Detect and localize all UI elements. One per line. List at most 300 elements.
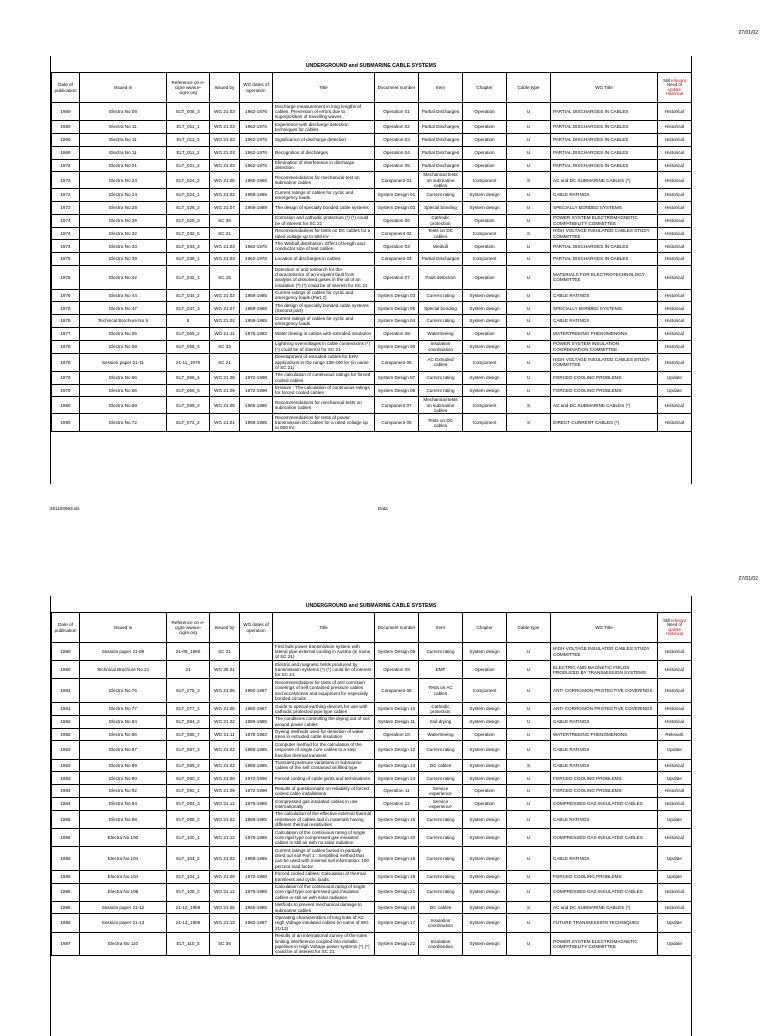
cell-issued-in: Session paper 21-09 (80, 643, 167, 661)
cell-item: Watertreeing (419, 728, 463, 741)
data-table (51, 72, 692, 432)
cell-reference: ELT_086_7 (167, 728, 210, 741)
cell-chapter: Operation (463, 327, 507, 340)
table-row (52, 315, 692, 328)
cell-wg-title: PARTIAL DISCHARGES IN CABLES (551, 133, 658, 146)
cell-status: Historical (658, 340, 692, 353)
cell-item: Watertreeing (419, 327, 463, 340)
cell-status: Historical (658, 146, 692, 159)
cell-issued-in: Electra No 110 (80, 932, 167, 956)
cell-chapter: Operation (463, 146, 507, 159)
cell-doc-number: Operation 02 (375, 121, 419, 134)
cell-doc-number: Operation 07 (375, 266, 419, 290)
cell-item: DC cables (419, 901, 463, 914)
table-row (52, 302, 692, 315)
cell-wg-dates: 1959-1985 (240, 189, 273, 202)
table-row (52, 327, 692, 340)
cell-issued-by: WG 21.02 (210, 189, 240, 202)
cell-issued-by: WG 21.05 (210, 172, 240, 189)
cell-doc-number: System Design 19 (375, 870, 419, 883)
cell-wg-dates (240, 340, 273, 353)
cell-doc-number: System Design 17 (375, 914, 419, 932)
cell-chapter: System design (463, 847, 507, 871)
table-row (52, 384, 692, 397)
cell-issued-in: Session paper 21-12 (80, 901, 167, 914)
cell-issued-by: WG 21.02 (210, 810, 240, 828)
cell-wg-title: PARTIAL DISCHARGES IN CABLES (551, 240, 658, 253)
cell-reference: 21-12_1986 (167, 901, 210, 914)
cell-title: Recommendations for tests of power transmission DC cables for a rated voltage up to 600 kV. (273, 414, 375, 432)
table-row (52, 870, 692, 883)
cell-doc-number: System Design 16 (375, 901, 419, 914)
cell-chapter: Operation (463, 266, 507, 290)
table-row (52, 883, 692, 901)
cell-date: 1981 (52, 702, 80, 715)
cell-date: 1969 (52, 121, 80, 134)
cell-title: Calculation of the continuous rating of single core rigid type compressed gas insulated cables in still air with no solar radiation (273, 828, 375, 846)
cell-reference: ELT_104_1 (167, 870, 210, 883)
cell-chapter: System design (463, 315, 507, 328)
footer-sheet: Data (378, 506, 388, 511)
cell-item: Partial Discharges (419, 133, 463, 146)
cell-doc-number: System Design 11 (375, 715, 419, 728)
cell-title: The conditions controlling the drying out of soil around power cables (273, 715, 375, 728)
cell-issued-in: Electra No 104 (80, 847, 167, 871)
table-row (52, 172, 692, 189)
cell-issued-by: SC 36 (210, 214, 240, 227)
cell-wg-title: CABLE RATINGS (551, 189, 658, 202)
cell-issued-in: Electra No 24 (80, 172, 167, 189)
cell-chapter: Component (463, 414, 507, 432)
cell-doc-number: System Design 07 (375, 371, 419, 384)
cell-issued-by: WG 21.03 (210, 146, 240, 159)
cell-wg-title: WATERTREEING PHENOMENONS (551, 327, 658, 340)
cell-date: 1973 (52, 202, 80, 215)
cell-chapter: System design (463, 870, 507, 883)
cell-wg-dates (240, 266, 273, 290)
cell-issued-in: Electra No 87 (80, 741, 167, 759)
table-row (52, 253, 692, 266)
cell-doc-number: Operation 05 (375, 159, 419, 172)
cell-chapter: System design (463, 702, 507, 715)
cell-issued-in: Electra No 104 (80, 870, 167, 883)
cell-cable-type: U (507, 266, 551, 290)
cell-issued-in: Electra No 28 (80, 202, 167, 215)
cell-doc-number: System Design 14 (375, 772, 419, 785)
cell-wg-dates: 1972-1990 (240, 371, 273, 384)
cell-wg-dates: 1959-1985 (240, 715, 273, 728)
cell-status: Historical (658, 327, 692, 340)
cell-chapter: System design (463, 741, 507, 759)
cell-wg-dates (240, 214, 273, 227)
cell-date: 1977 (52, 327, 80, 340)
cell-wg-dates: 1972-1990 (240, 772, 273, 785)
cell-reference: ELT_089_2 (167, 759, 210, 772)
cell-wg-title: CABLE RATINGS (551, 759, 658, 772)
cell-wg-title: CABLE RATINGS (551, 741, 658, 759)
cell-status: Historical (658, 159, 692, 172)
cell-wg-title: SPECIALLY BONDED SYSTEMS (551, 202, 658, 215)
cell-issued-in: Electra No 66 (80, 371, 167, 384)
cell-issued-by: WG 21.02 (210, 741, 240, 759)
cell-date: 1974 (52, 240, 80, 253)
cell-issued-in: Electra No 32 (80, 227, 167, 240)
cell-reference: ELT_072_2 (167, 414, 210, 432)
table-row (52, 289, 692, 302)
cell-doc-number: System Design 04 (375, 315, 419, 328)
cell-reference: ELT_084_2 (167, 715, 210, 728)
cell-status: Historical (658, 214, 692, 227)
cell-title: Recommendations for tests of anti corrosion coverings of self contained pressure cables and accessories and equipment for especially bonded circuits (273, 679, 375, 703)
cell-date: 1986 (52, 870, 80, 883)
header-issued-by: Issued by (210, 613, 240, 643)
cell-status: Update (658, 914, 692, 932)
cell-chapter: Operation (463, 785, 507, 798)
cell-wg-dates: 1976-1988 (240, 828, 273, 846)
cell-wg-title: ELECTRIC AND MAGNETIC FIELDS PRODUCED BY TRANSMISSION SYSTEMS (551, 661, 658, 679)
cell-issued-in: Electra No 90 (80, 772, 167, 785)
cell-date: 1972 (52, 189, 80, 202)
cell-wg-title: POWER SYSTEM ELECTROMAGNETIC COMPATIBILITY COMMITTEE (551, 214, 658, 227)
cell-date: 1986 (52, 901, 80, 914)
cell-item: Service experience (419, 785, 463, 798)
header-wg-dates: WG dates of operation (240, 613, 273, 643)
footer-file: 261193963.xls (50, 506, 80, 511)
cell-wg-dates: 1962-1976 (240, 240, 273, 253)
data-table (51, 612, 692, 956)
table-row (52, 741, 692, 759)
cell-reference: ELT_100_1 (167, 828, 210, 846)
cell-reference: ELT_021_2 (167, 159, 210, 172)
header-title: Title (273, 613, 375, 643)
cell-wg-title: AC and DC SUBMARINE CABLES (*) (551, 901, 658, 914)
cell-title: Water treeing in cables with extruded insulation (273, 327, 375, 340)
cell-status: Historical (658, 266, 692, 290)
cell-wg-dates: 1959-1985 (240, 315, 273, 328)
cell-issued-by: WG 21.03 (210, 159, 240, 172)
cell-doc-number: System Design 12 (375, 741, 419, 759)
cell-issued-in: Electra No 29 (80, 214, 167, 227)
cell-status: Historical (658, 315, 692, 328)
table-row (52, 828, 692, 846)
cell-issued-by: WG 21.02 (210, 759, 240, 772)
cell-reference: ELT_055_2 (167, 327, 210, 340)
cell-wg-title: ANTI CORROSION PROTECTIVE COVERINGS (551, 679, 658, 703)
cell-wg-dates: 1965-1986 (240, 172, 273, 189)
cell-cable-type: S (507, 227, 551, 240)
cell-reference: ELT_011_3 (167, 133, 210, 146)
cell-status: Historical (658, 797, 692, 810)
cell-issued-by: SC 36 (210, 932, 240, 956)
cell-status: Historical (658, 227, 692, 240)
cell-issued-by: SC 33 (210, 340, 240, 353)
table-row (52, 202, 692, 215)
cell-title: Current ratings of cables for cyclic and emergency loads (273, 189, 375, 202)
cell-cable-type: S (507, 414, 551, 432)
cell-cable-type: U (507, 103, 551, 121)
cell-wg-title: PARTIAL DISCHARGES IN CABLES (551, 146, 658, 159)
cell-status: Update (658, 870, 692, 883)
cell-reference: ELT_110_3 (167, 932, 210, 956)
cell-chapter: System design (463, 302, 507, 315)
cell-date: 1986 (52, 914, 80, 932)
sheet-page-1 (0, 0, 768, 512)
cell-date: 1969 (52, 133, 80, 146)
table-row (52, 932, 692, 956)
cell-issued-by: WG 21.03 (210, 240, 240, 253)
cell-status: Historical (658, 759, 692, 772)
status-historical-label: Historical (665, 630, 684, 636)
cell-issued-by: WG 21.05 (210, 702, 240, 715)
cell-doc-number: Operation 12 (375, 797, 419, 810)
cell-cable-type: U (507, 679, 551, 703)
cell-item: Current rating (419, 828, 463, 846)
cell-date: 1972 (52, 172, 80, 189)
cell-item: Soil drying (419, 715, 463, 728)
cell-date: 1984 (52, 785, 80, 798)
cell-reference: 21-11_1978 (167, 353, 210, 371)
table-row (52, 785, 692, 798)
cell-reference: ELT_039_1 (167, 253, 210, 266)
cell-status: Historical (658, 715, 692, 728)
cell-wg-title: FUTURE TRANSMISSION TECHNIQUES (551, 914, 658, 932)
cell-issued-in: Electra No 42 (80, 266, 167, 290)
cell-chapter: Operation (463, 159, 507, 172)
cell-item: Tests on DC cables (419, 227, 463, 240)
cell-date: 1984 (52, 797, 80, 810)
cell-wg-dates: 1960-1987 (240, 702, 273, 715)
cell-reference: ELT_011_1 (167, 121, 210, 134)
cell-issued-by: WG 36.01 (210, 661, 240, 679)
cell-cable-type: S (507, 759, 551, 772)
cell-wg-title: AC and DC SUBMARINE CABLES (*) (551, 397, 658, 414)
cell-title: Erratum : The calculation of continuous ratings for forced cooled cables (273, 384, 375, 397)
cell-item: Current rating (419, 870, 463, 883)
status-still-label: Still (663, 617, 671, 623)
cell-cable-type: U (507, 133, 551, 146)
cell-issued-by: SC 21 (210, 353, 240, 371)
cell-date: 1983 (52, 741, 80, 759)
cell-cable-type: U (507, 289, 551, 302)
cell-chapter: System design (463, 883, 507, 901)
cell-title: Operating characteristics of long links of AC High Voltage insulated cables (in name of WG 21/13) (273, 914, 375, 932)
cell-wg-dates: 1962-1976 (240, 103, 273, 121)
cell-wg-title: COMPRESSED GAS INSULATED CABLES (551, 797, 658, 810)
cell-issued-in: Electra No 55 (80, 327, 167, 340)
cell-title: Development of extruded cables for EHV applications in the range 138-400 kV (in name of SC 21) (273, 353, 375, 371)
cell-wg-dates: 1976-1988 (240, 797, 273, 810)
cell-reference: ELT_104_2 (167, 847, 210, 871)
cell-issued-by: SC 21 (210, 643, 240, 661)
cell-doc-number: System Design 06 (375, 340, 419, 353)
cell-cable-type: U (507, 914, 551, 932)
cell-cable-type: U (507, 702, 551, 715)
cell-wg-dates (240, 932, 273, 956)
cell-issued-in: Electra No 21 (80, 159, 167, 172)
cell-chapter: Operation (463, 121, 507, 134)
cell-item: Cathodic protection (419, 702, 463, 715)
cell-title: Detection of and research for the characteristics of an incipient fault from analysis of dissolved gases in the oil of an insulation (*) (*) could be of interest for SC 21 (273, 266, 375, 290)
cell-status: Historical (658, 661, 692, 679)
cell-cable-type: U (507, 847, 551, 871)
cell-cable-type: U (507, 315, 551, 328)
status-need-label: Need of (667, 622, 682, 628)
cell-reference: ELT_066_4 (167, 371, 210, 384)
cell-cable-type: U (507, 883, 551, 901)
cell-cable-type: S (507, 172, 551, 189)
cell-item: Current rating (419, 810, 463, 828)
cell-date: 1974 (52, 214, 80, 227)
cell-issued-by: WG 21.01 (210, 414, 240, 432)
header-status (658, 73, 692, 103)
cell-status: Historical (658, 103, 692, 121)
cell-issued-in: Electra No 77 (80, 702, 167, 715)
cell-chapter: Operation (463, 103, 507, 121)
cell-issued-by: SC 15 (210, 266, 240, 290)
cell-date: 1978 (52, 340, 80, 353)
cell-doc-number: System Design 09 (375, 643, 419, 661)
cell-wg-dates: 1972-1990 (240, 785, 273, 798)
cell-wg-dates: 1975-1983 (240, 728, 273, 741)
cell-cable-type: U (507, 214, 551, 227)
cell-title: Location of discharges in cables (273, 253, 375, 266)
cell-chapter: Component (463, 679, 507, 703)
cell-reference: ELT_087_3 (167, 741, 210, 759)
cell-title: Recognition of discharges (273, 146, 375, 159)
cell-issued-by: WG 21.03 (210, 133, 240, 146)
table-body (52, 643, 692, 956)
cell-wg-title: FORCED COOLING PROBLEMS (551, 384, 658, 397)
cell-doc-number: Operation 04 (375, 146, 419, 159)
cell-wg-title: MATERIALS FOR ELECTROTECHNOLOGY COMMITTEE (551, 266, 658, 290)
cell-date: 1987 (52, 932, 80, 956)
page-date: 27/01/02 (738, 576, 758, 582)
cell-date: 1982 (52, 715, 80, 728)
cell-item: Tests on AC cables (419, 679, 463, 703)
header-doc-number: Document number (375, 73, 419, 103)
cell-item: Partial Discharges (419, 146, 463, 159)
cell-chapter: System design (463, 715, 507, 728)
cell-doc-number: System Design 02 (375, 202, 419, 215)
cell-issued-by: WG 21.08 (210, 785, 240, 798)
cell-doc-number: System Design 08 (375, 384, 419, 397)
cell-chapter: Component (463, 227, 507, 240)
cell-reference: 21-09_1980 (167, 643, 210, 661)
document-title: UNDERGROUND and SUBMARINE CABLE SYSTEMS (305, 603, 437, 609)
header-cable-type: Cable type (507, 613, 551, 643)
cell-title: Electric and magnetic fields produced by transmission systems (*) (*) could be of interest for SC 21 (273, 661, 375, 679)
cell-wg-title: COMPRESSED GAS INSULATED CABLES (551, 883, 658, 901)
table-row (52, 901, 692, 914)
cell-issued-by: WG 21.02 (210, 289, 240, 302)
cell-title: Current ratings of cables for cyclic and emergency loads. (273, 315, 375, 328)
cell-cable-type: U (507, 661, 551, 679)
cell-cable-type: U (507, 202, 551, 215)
cell-wg-dates: 1976-1988 (240, 883, 273, 901)
table-row (52, 759, 692, 772)
cell-reference: 5 (167, 315, 210, 328)
cell-issued-in: Electra No 44 (80, 289, 167, 302)
cell-title: Dyeing methods used for detection of water trees in extruded cable insulation (273, 728, 375, 741)
cell-reference: ELT_032_5 (167, 227, 210, 240)
cell-reference: ELT_092_1 (167, 785, 210, 798)
cell-item: EMF (419, 661, 463, 679)
cell-cable-type: U (507, 810, 551, 828)
table-row (52, 240, 692, 253)
cell-reference: ELT_047_3 (167, 302, 210, 315)
cell-doc-number: Operation 09 (375, 661, 419, 679)
cell-item: Special bonding (419, 202, 463, 215)
cell-chapter: System design (463, 772, 507, 785)
cell-issued-in: Electra No 11 (80, 133, 167, 146)
cell-chapter: System design (463, 371, 507, 384)
table-row (52, 702, 692, 715)
cell-date: 1972 (52, 159, 80, 172)
cell-wg-title: FORCED COOLING PROBLEMS (551, 371, 658, 384)
cell-issued-in: Electra No 47 (80, 302, 167, 315)
cell-wg-title: CABLE RATINGS (551, 810, 658, 828)
table-row (52, 189, 692, 202)
cell-reference: ELT_024_1 (167, 189, 210, 202)
cell-date: 1982 (52, 728, 80, 741)
cell-doc-number: System Design 22 (375, 932, 419, 956)
cell-cable-type: U (507, 932, 551, 956)
cell-chapter: Component (463, 397, 507, 414)
cell-status: Update (658, 932, 692, 956)
cell-reference: ELT_094_3 (167, 797, 210, 810)
cell-chapter: Operation (463, 797, 507, 810)
header-issued-in: Issued in (80, 613, 167, 643)
header-reference: Reference on e-cigre www.e-cigre.org (167, 613, 210, 643)
cell-status: Historical (658, 702, 692, 715)
cell-title: Forced cooled cables: Calculation of thermal transients and cyclic loads. (273, 870, 375, 883)
cell-date: 1983 (52, 759, 80, 772)
cell-wg-title: CABLE RATINGS (551, 315, 658, 328)
table-row (52, 353, 692, 371)
cell-issued-by: WG 21.07 (210, 302, 240, 315)
cell-wg-dates: 1959-1985 (240, 289, 273, 302)
table-row (52, 371, 692, 384)
table-frame (50, 596, 692, 1036)
cell-chapter: System design (463, 340, 507, 353)
cell-issued-by: WG 21.03 (210, 121, 240, 134)
cell-chapter: Component (463, 253, 507, 266)
cell-wg-title: WATERTREEING PHENOMENONS (551, 728, 658, 741)
cell-wg-title: POWER SYSTEM INSULATION COORDINATION COMMITTEE (551, 340, 658, 353)
cell-doc-number: Component 01 (375, 172, 419, 189)
table-frame (50, 56, 692, 484)
cell-cable-type: U (507, 870, 551, 883)
cell-reference: ELT_024_2 (167, 172, 210, 189)
cell-item: AC Extruded cables (419, 353, 463, 371)
cell-title: Guide to special earthing devices for use with cathodic protected pipe type cables (273, 702, 375, 715)
cell-date: 1986 (52, 828, 80, 846)
cell-date: 1976 (52, 289, 80, 302)
status-relevant-label: relevant (671, 77, 686, 83)
page-date: 27/01/02 (738, 30, 758, 36)
cell-wg-title: COMPRESSED GAS INSULATED CABLES (551, 828, 658, 846)
cell-doc-number: System Design 16 (375, 847, 419, 871)
header-doc-number: Document number (375, 613, 419, 643)
cell-issued-in: Electra No 92 (80, 785, 167, 798)
cell-title: The design of specially bonded cable systems (Second part) (273, 302, 375, 315)
cell-item: Cathodic protection (419, 214, 463, 227)
cell-title: Significance of discharge detection (273, 133, 375, 146)
table-row (52, 847, 692, 871)
cell-doc-number: Component 05 (375, 353, 419, 371)
cell-chapter: Operation (463, 133, 507, 146)
cell-reference: 21 (167, 661, 210, 679)
